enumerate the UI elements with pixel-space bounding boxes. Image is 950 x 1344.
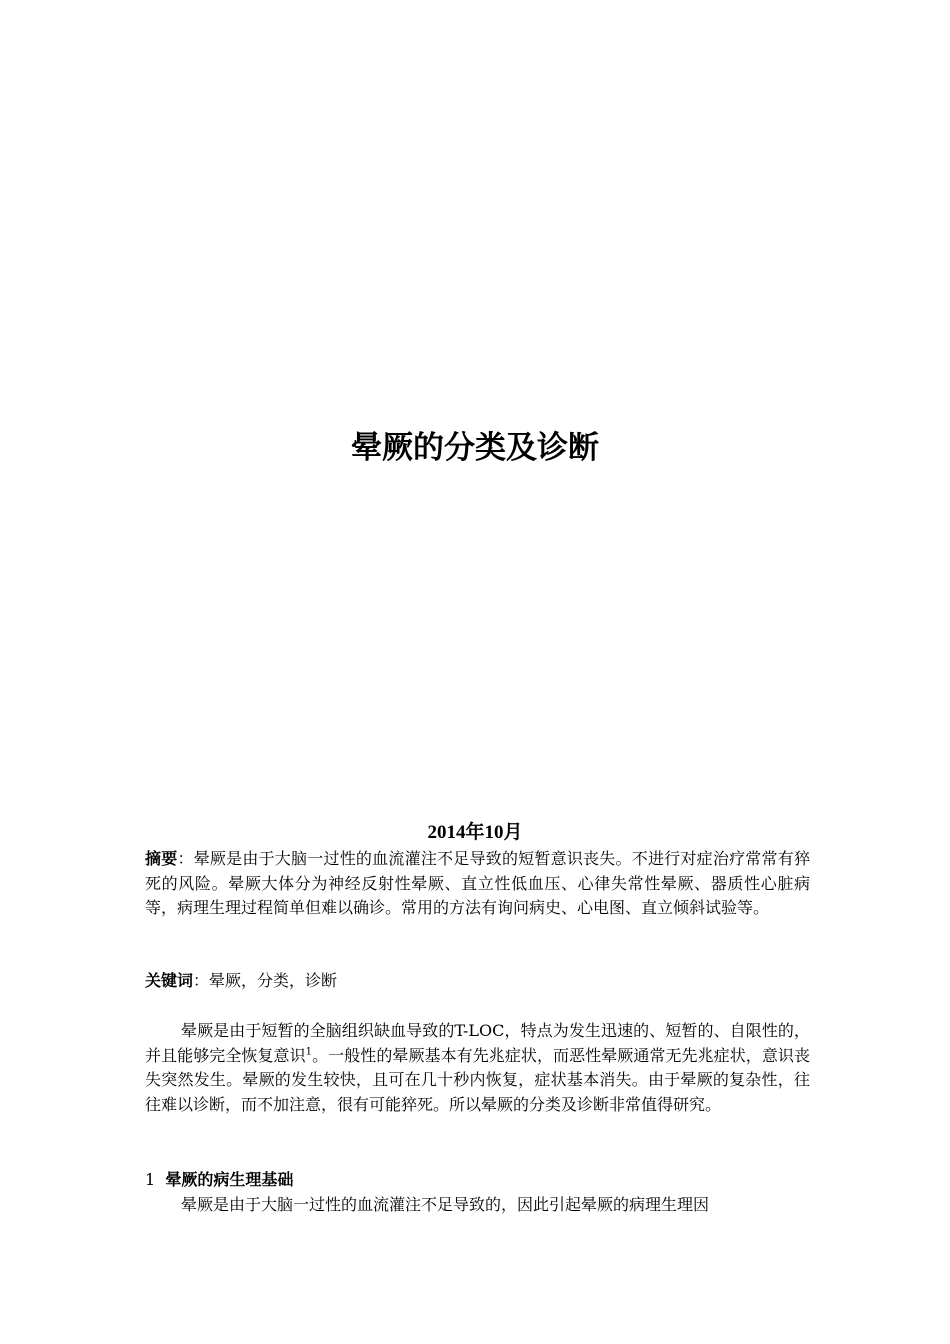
document-title: 晕厥的分类及诊断 (351, 430, 599, 466)
document-date: 2014年10月 (427, 822, 523, 843)
section-title: 晕厥的病生理基础 (165, 1170, 294, 1189)
keywords-text: 晕厥，分类，诊断 (209, 971, 338, 990)
keywords-colon: ： (193, 971, 210, 990)
abstract-label: 摘要 (145, 849, 178, 868)
section-body-paragraph: 晕厥是由于大脑一过性的血流灌注不足导致的，因此引起晕厥的病理生理因 (181, 1195, 710, 1214)
abstract-colon: ： (177, 849, 194, 868)
intro-text-start: 晕厥是由于短暂的全脑组织缺血导致的T-LOC，特点为发生迅速的、短暂的、自限性的，并且能够完全恢复意识 (145, 1021, 810, 1065)
intro-text-end: 。一般性的晕厥基本有先兆症状，而恶性晕厥通常无先兆症状，意识丧失突然发生。晕厥的发生较快，且可在几十秒内恢复，症状基本消失。由于晕厥的复杂性，往往难以诊断，而不加注意，很有可能猝死。所以晕厥的分类及诊断非常值得研究。 (145, 1045, 810, 1114)
section-number: 1 (145, 1170, 156, 1189)
keywords-paragraph (145, 969, 810, 994)
intro-paragraph (145, 1019, 810, 1117)
abstract-paragraph (145, 847, 810, 921)
abstract-text: 晕厥是由于大脑一过性的血流灌注不足导致的短暂意识丧失。不进行对症治疗常常有猝死的风险。晕厥大体分为神经反射性晕厥、直立性低血压、心律失常性晕厥、器质性心脏病等，病理生理过程简单但难以确诊。常用的方法有询问病史、心电图、直立倾斜试验等。 (145, 849, 810, 917)
reference-marker: 1 (305, 1046, 313, 1058)
keywords-label: 关键词 (145, 971, 194, 990)
section-heading (145, 1168, 810, 1193)
